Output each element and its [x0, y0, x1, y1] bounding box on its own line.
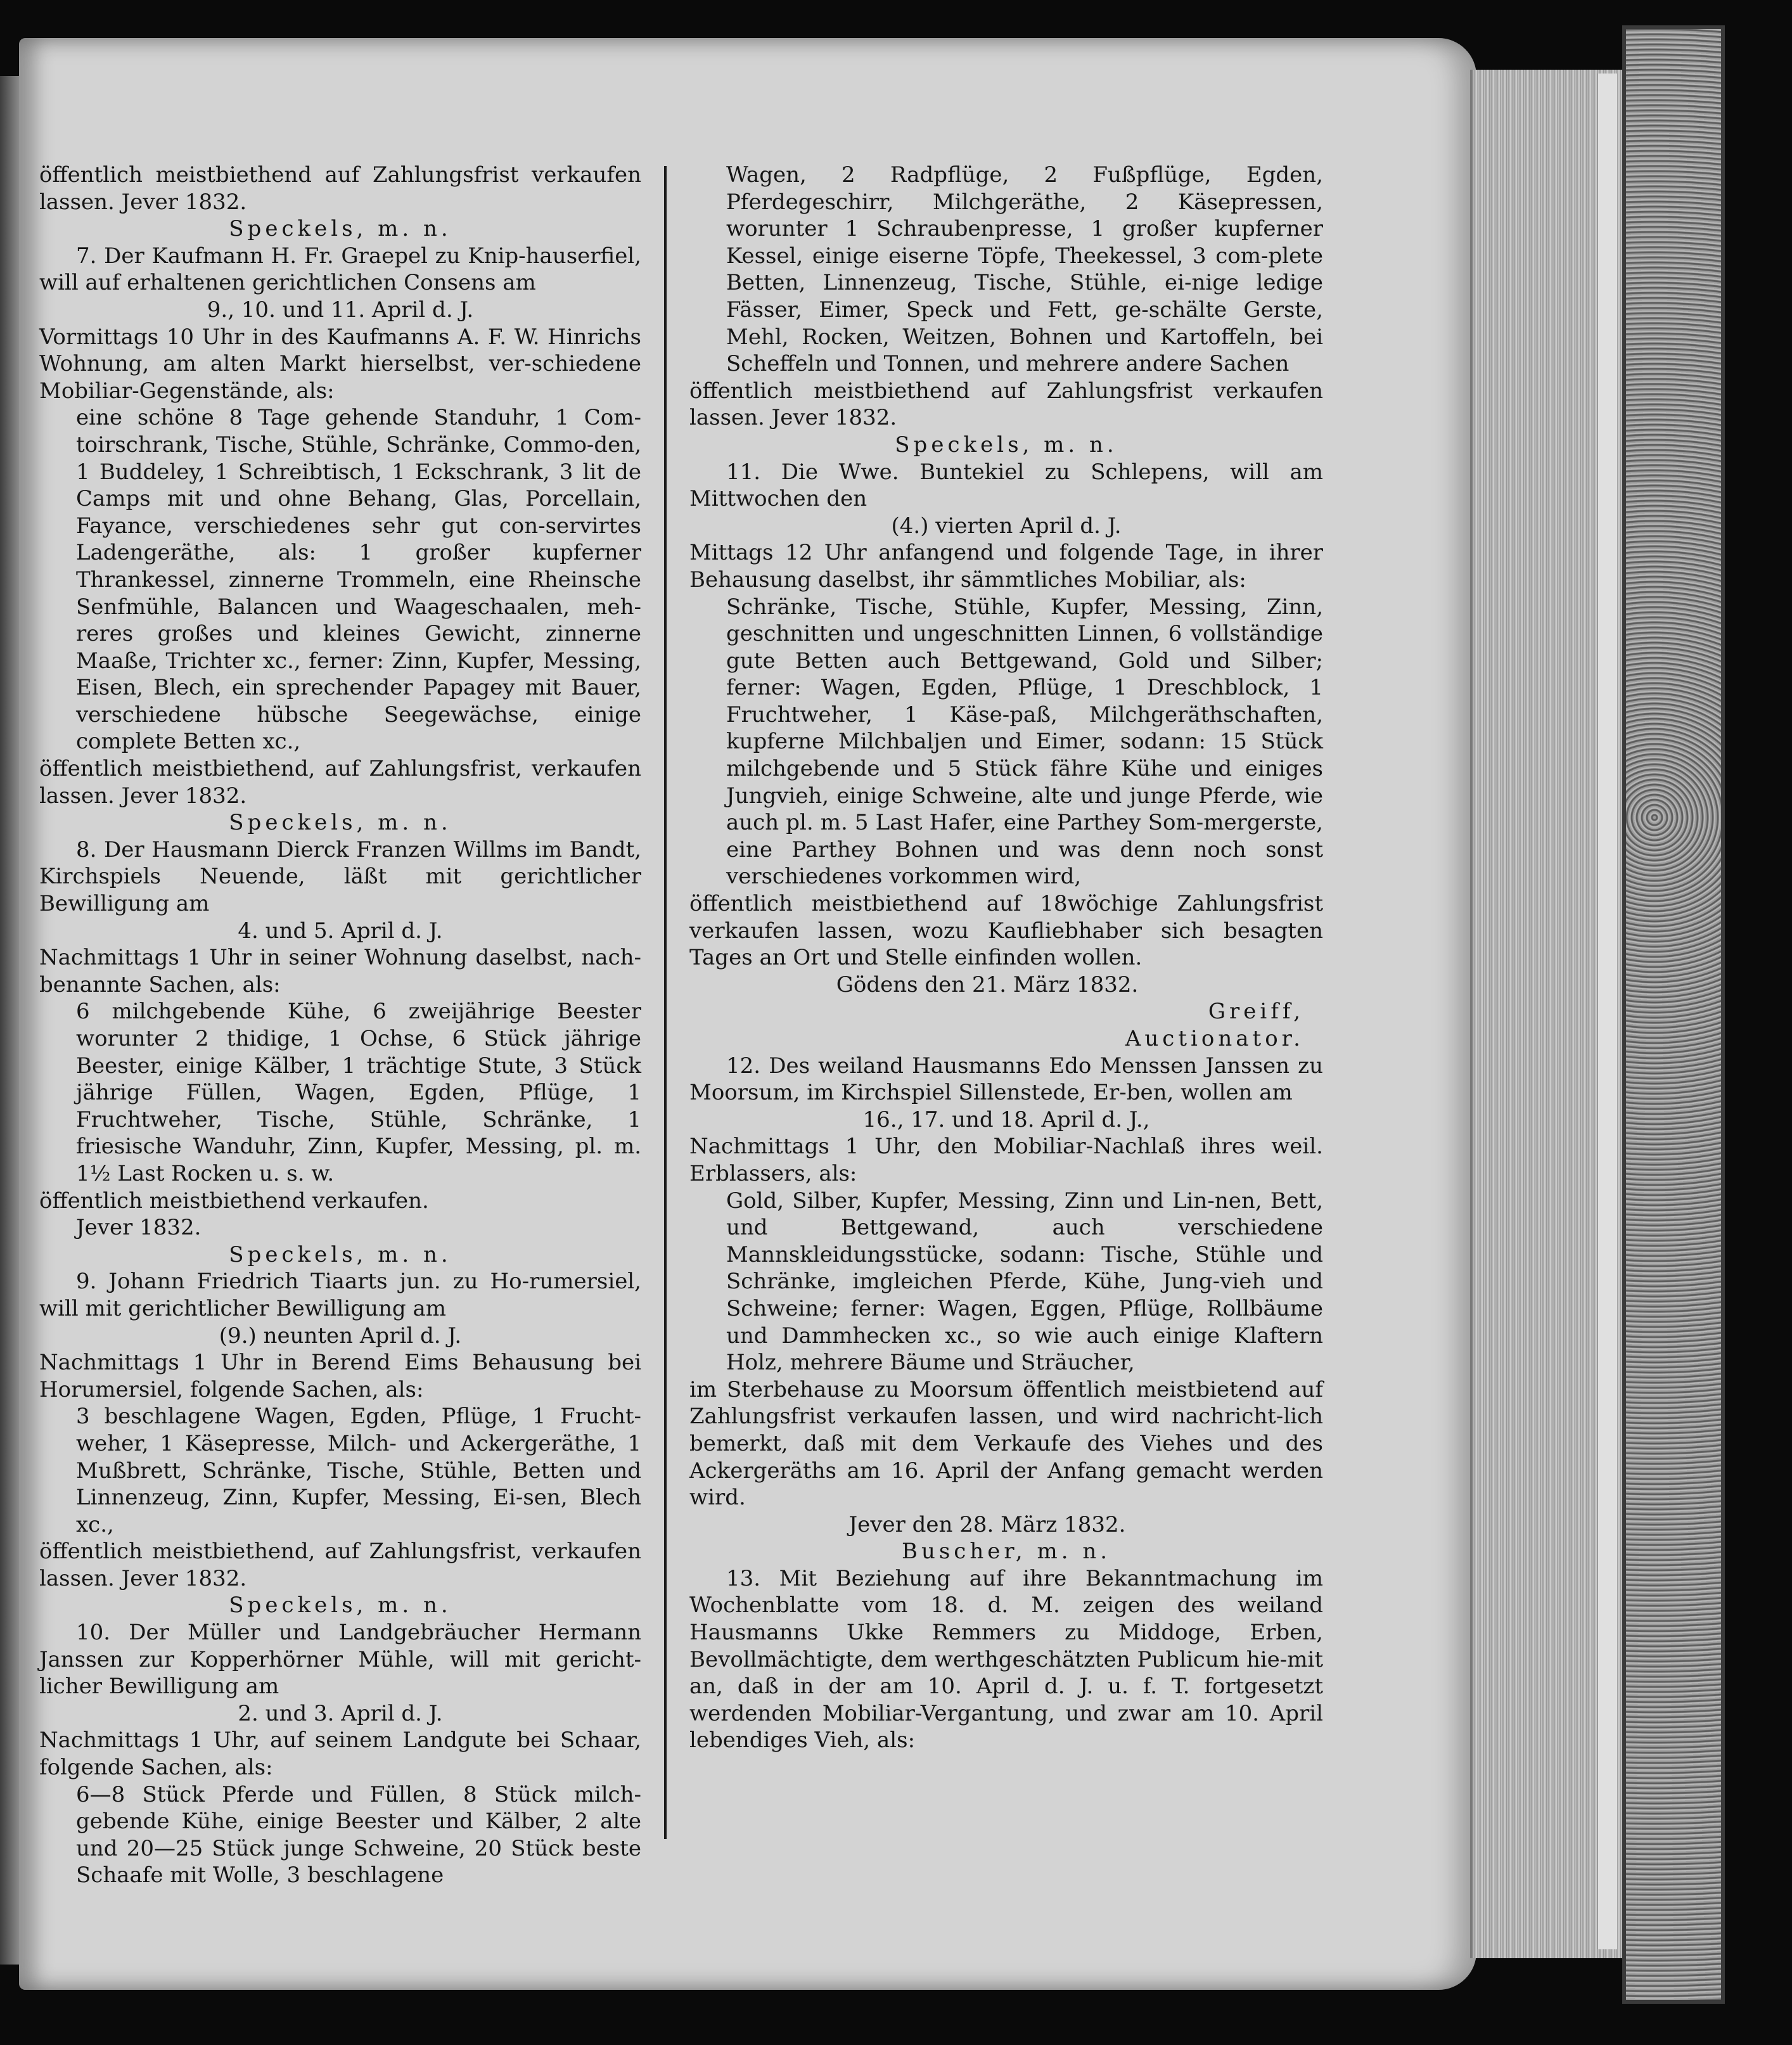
- signature: Speckels, m. n.: [895, 432, 1118, 458]
- notice-heading: 11. Die Wwe. Buntekiel zu Schlepens, will am Mittwochen den: [689, 459, 1323, 512]
- sale-date: 4. und 5. April d. J.: [238, 918, 443, 944]
- place-date: Gödens den 21. März 1832.: [836, 971, 1139, 997]
- notice-paragraph: öffentlich meistbiethend, auf Zahlungsfrist, verkaufen lassen. Jever 1832.: [39, 1539, 641, 1591]
- notice-heading: 7. Der Kaufmann H. Fr. Graepel zu Knip-hauserfiel, will auf erhaltenen gerichtlichen Consens am: [39, 243, 641, 296]
- notice-paragraph: Nachmittags 1 Uhr, den Mobiliar-Nachlaß ihres weil. Erblassers, als:: [689, 1134, 1323, 1186]
- item-list: eine schöne 8 Tage gehende Standuhr, 1 Com-toirschrank, Tische, Stühle, Schränke, Commo-den, 1 Buddeley, 1 Schreibtisch, 1 Eckschrank, 3 lit de Camps mit und ohne Behang, Glas, Porcellain, Fayance, verschiedenes sehr gut con-servirtes Ladengeräthe, als: 1 großer kupferner Thrankessel, zinnerne Trommeln, eine Rheinsche Senfmühle, Balancen und Waageschaalen, meh-reres großes und kleines Gewicht, zinnerne Maaße, Trichter xc., ferner: Zinn, Kupfer, Messing, Eisen, Blech, ein sprechender Papagey mit Bauer, verschiedene hübsche Seegewächse, einige complete Betten xc.,: [76, 405, 641, 755]
- notice-paragraph: Nachmittags 1 Uhr in seiner Wohnung daselbst, nach-benannte Sachen, als:: [39, 945, 641, 997]
- notice-heading: 12. Des weiland Hausmanns Edo Menssen Janssen zu Moorsum, im Kirchspiel Sillenstede, Er-ben, wollen am: [689, 1053, 1323, 1106]
- signature: Speckels, m. n.: [229, 810, 452, 836]
- item-list: Wagen, 2 Radpflüge, 2 Fußpflüge, Egden, Pferdegeschirr, Milchgeräthe, 2 Käsepressen, worunter 1 Schraubenpresse, 1 großer kupferner Kessel, einige eiserne Töpfe, Theekessel, 3 com-plete Betten, Linnenzeug, Tische, Stühle, ei-nige ledige Fässer, Eimer, Speck und Fett, ge-schälte Gerste, Mehl, Rocken, Weitzen, Bohnen und Kartoffeln, bei Scheffeln und Tonnen, und mehrere andere Sachen: [726, 162, 1323, 377]
- signature: Greiff,: [1208, 999, 1304, 1025]
- notice-heading: 13. Mit Beziehung auf ihre Bekanntmachung im Wochenblatte vom 18. d. M. zeigen des weiland Hausmanns Ukke Remmers zu Middoge, Erben, Bevollmächtigte, dem werthgeschätzten Publicum hie-mit an, daß in der am 10. April d. J. u. f. T. fortgesetzt werdenden Mobiliar-Vergantung, und zwar am 10. April lebendiges Vieh, als:: [689, 1565, 1323, 1753]
- left-column: [39, 162, 641, 1889]
- item-list: 6—8 Stück Pferde und Füllen, 8 Stück milch-gebende Kühe, einige Beester und Kälber, 2 alte und 20—25 Stück junge Schweine, 20 Stück beste Schaafe mit Wolle, 3 beschlagene: [76, 1781, 641, 1888]
- notice-paragraph: öffentlich meistbiethend auf 18wöchige Zahlungsfrist verkaufen lassen, wozu Kaufliebhaber sich besagten Tages an Ort und Stelle einfinden wollen.: [689, 891, 1323, 971]
- item-list: Schränke, Tische, Stühle, Kupfer, Messing, Zinn, geschnitten und ungeschnitten Linnen, 6 vollständige gute Betten auch Bettgewand, Gold und Silber; ferner: Wagen, Egden, Pflüge, 1 Dreschblock, 1 Fruchtweher, 1 Käse-paß, Milchgeräthschaften, kupferne Milchbaljen und Eimer, sodann: 15 Stück milchgebende und 5 Stück fähre Kühe und einiges Jungvieh, einige Schweine, alte und junge Pferde, wie auch pl. m. 5 Last Hafer, eine Parthey Som-mergerste, eine Parthey Bohnen und was denn noch sonst verschiedenes vorkommen wird,: [726, 594, 1323, 890]
- signature: Buscher, m. n.: [901, 1539, 1111, 1565]
- item-list: 6 milchgebende Kühe, 6 zweijährige Beester worunter 2 thidige, 1 Ochse, 6 Stück jährige Beester, einige Kälber, 1 trächtige Stute, 3 Stück jährige Füllen, Wagen, Egden, Pflüge, 1 Fruchtweher, Tische, Stühle, Schränke, 1 friesische Wanduhr, Zinn, Kupfer, Messing, pl. m. 1½ Last Rocken u. s. w.: [76, 999, 641, 1186]
- notice-paragraph: öffentlich meistbiethend auf Zahlungsfrist verkaufen lassen. Jever 1832.: [39, 162, 641, 215]
- place-date: Jever den 28. März 1832.: [848, 1511, 1126, 1537]
- item-list: 3 beschlagene Wagen, Egden, Pflüge, 1 Frucht-weher, 1 Käsepresse, Milch- und Ackergeräthe, 1 Mußbrett, Schränke, Tische, Stühle, Betten und Linnenzeug, Zinn, Kupfer, Messing, Ei-sen, Blech xc.,: [76, 1404, 641, 1537]
- signature: Speckels, m. n.: [229, 216, 452, 242]
- notice-heading: 10. Der Müller und Landgebräucher Hermann Janssen zur Kopperhörner Mühle, will mit gericht-licher Bewilligung am: [39, 1620, 641, 1700]
- page-block-highlight: [1597, 74, 1617, 1949]
- previous-page-edge: [0, 76, 19, 1965]
- sale-date: 2. und 3. April d. J.: [238, 1700, 443, 1726]
- notice-paragraph: öffentlich meistbiethend verkaufen.: [39, 1188, 429, 1214]
- item-list: Jever 1832.: [76, 1215, 202, 1241]
- notice-paragraph: Nachmittags 1 Uhr, auf seinem Landgute bei Schaar, folgende Sachen, als:: [39, 1728, 641, 1781]
- sale-date: 16., 17. und 18. April d. J.,: [862, 1106, 1150, 1132]
- right-column: [689, 162, 1323, 1754]
- sale-date: 9., 10. und 11. April d. J.: [207, 297, 474, 323]
- sale-date: (4.) vierten April d. J.: [891, 513, 1122, 539]
- item-list: Gold, Silber, Kupfer, Messing, Zinn und Lin-nen, Bett, und Bettgewand, auch verschiedene Mannskleidungsstücke, sodann: Tische, Stühle und Schränke, imgleichen Pferde, Kühe, Jung-vieh und Schweine; ferner: Wagen, Eggen, Pflüge, Rollbäume und Dammhecken xc., so wie auch einige Klaftern Holz, mehrere Bäume und Sträucher,: [726, 1188, 1323, 1376]
- book-cover: [1622, 25, 1725, 2004]
- signature: Auctionator.: [1125, 1026, 1304, 1051]
- page-block-edges: [1470, 70, 1625, 1958]
- notice-paragraph: öffentlich meistbiethend auf Zahlungsfrist verkaufen lassen. Jever 1832.: [689, 378, 1323, 431]
- sale-date: (9.) neunten April d. J.: [219, 1323, 462, 1349]
- notice-paragraph: Nachmittags 1 Uhr in Berend Eims Behausung bei Horumersiel, folgende Sachen, als:: [39, 1350, 641, 1402]
- notice-heading: 9. Johann Friedrich Tiaarts jun. zu Ho-rumersiel, will mit gerichtlicher Bewilligung am: [39, 1269, 641, 1321]
- notice-heading: 8. Der Hausmann Dierck Franzen Willms im Bandt, Kirchspiels Neuende, läßt mit gerichtlicher Bewilligung am: [39, 837, 641, 917]
- notice-paragraph: Mittags 12 Uhr anfangend und folgende Tage, in ihrer Behausung daselbst, ihr sämmtliches Mobiliar, als:: [689, 540, 1323, 593]
- notice-paragraph: öffentlich meistbiethend, auf Zahlungsfrist, verkaufen lassen. Jever 1832.: [39, 756, 641, 809]
- signature: Speckels, m. n.: [229, 1593, 452, 1619]
- column-divider: [664, 166, 667, 1839]
- notice-paragraph: im Sterbehause zu Moorsum öffentlich meistbietend auf Zahlungsfrist verkaufen lassen, und wird nachricht-lich bemerkt, daß mit dem Verkaufe des Viehes und des Ackergeräths am 16. April der Anfang gemacht werden wird.: [689, 1376, 1323, 1511]
- notice-paragraph: Vormittags 10 Uhr in des Kaufmanns A. F. W. Hinrichs Wohnung, am alten Markt hierselbst, ver-schiedene Mobiliar-Gegenstände, als:: [39, 324, 641, 404]
- signature: Speckels, m. n.: [229, 1241, 452, 1267]
